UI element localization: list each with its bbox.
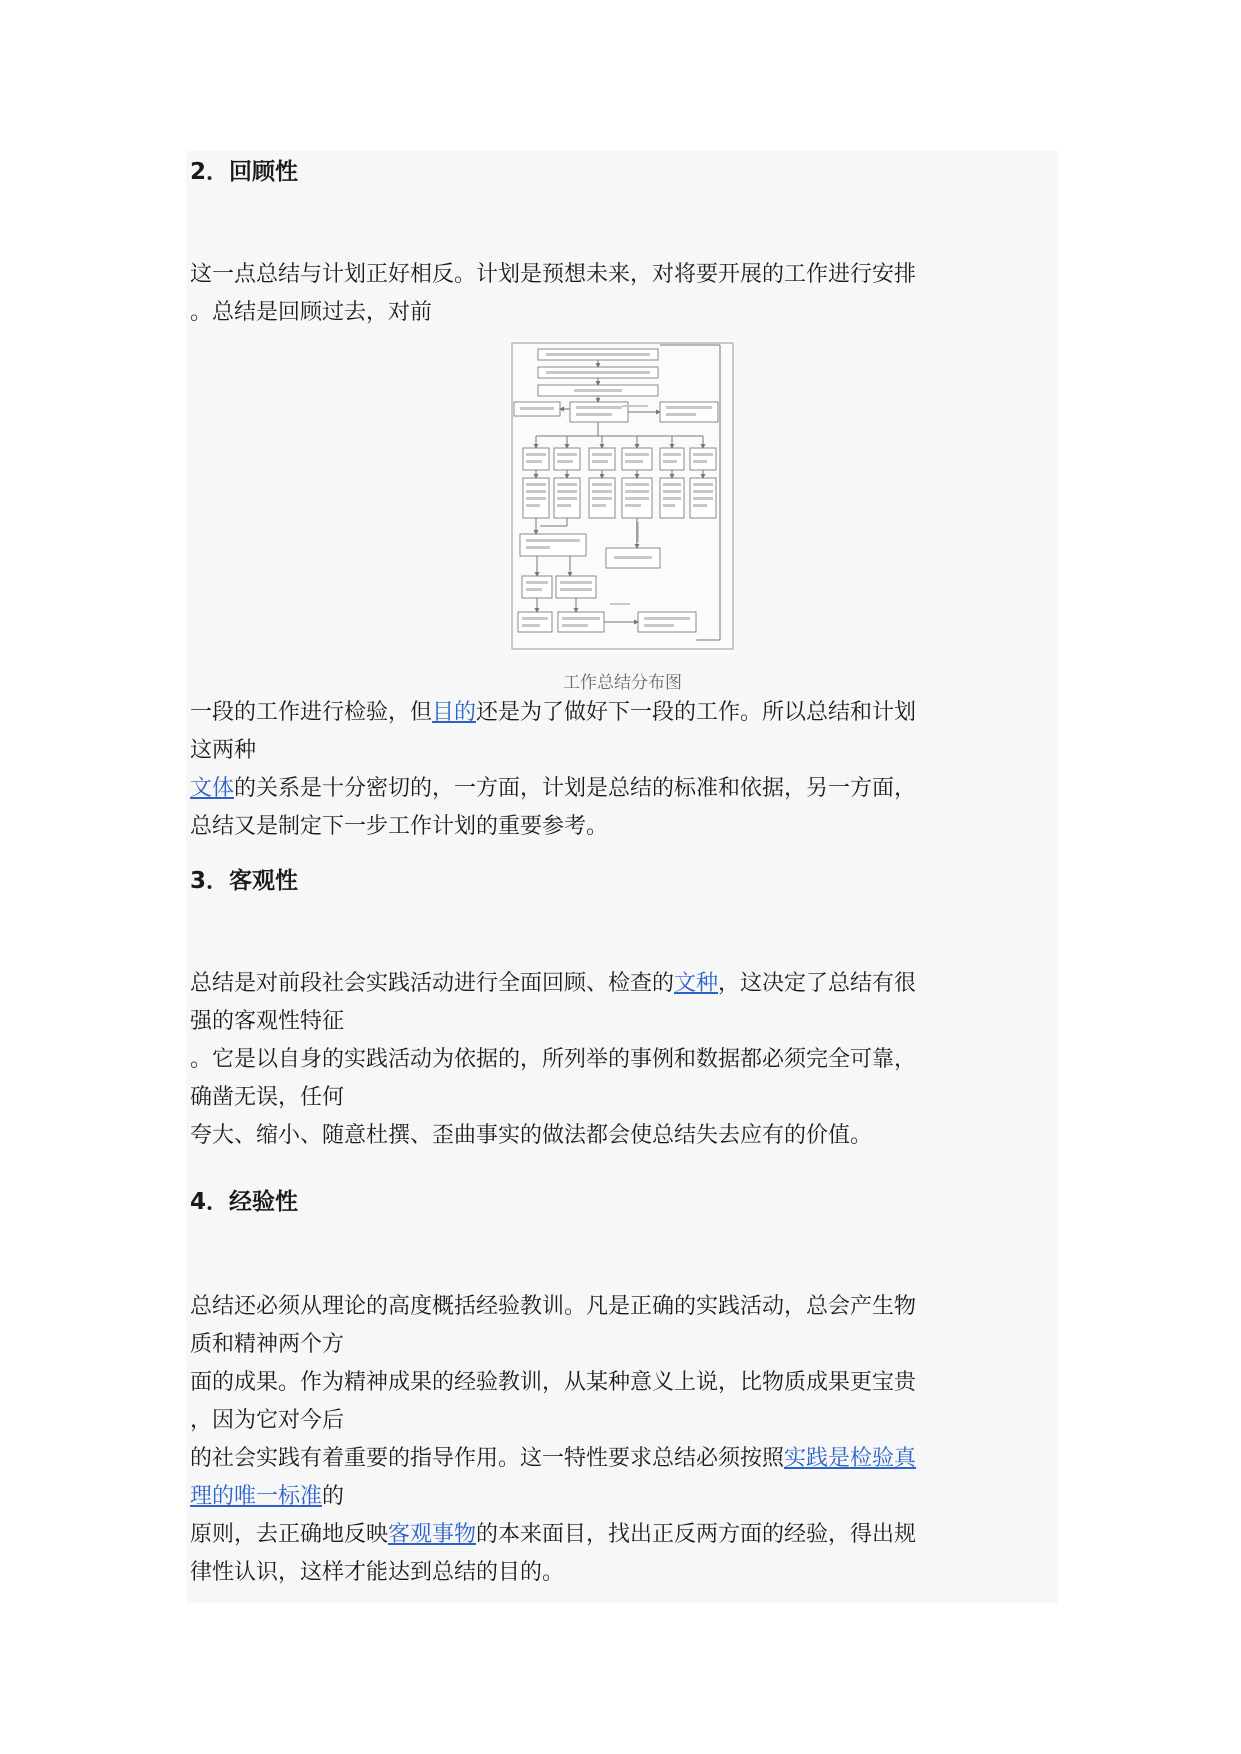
text-segment: 的社会实践有着重要的指导作用。这一特性要求总结必须按照 <box>190 1446 785 1471</box>
text-line: 这一点总结与计划正好相反。计划是预想未来，对将要开展的工作进行安排 <box>190 262 917 287</box>
text-segment: 一段的工作进行检验，但 <box>190 700 433 725</box>
section-heading-objectivity: 3．客观性 <box>190 868 299 894</box>
text-line: 律性认识，这样才能达到总结的目的。 <box>190 1560 565 1585</box>
section-heading-experience: 4．经验性 <box>190 1189 299 1215</box>
text-line: 确凿无误，任何 <box>190 1085 345 1110</box>
text-line: ，因为它对今后 <box>190 1408 345 1433</box>
text-line <box>190 1440 1046 1478</box>
text-line: 夸大、缩小、随意杜撰、歪曲事实的做法都会使总结失去应有的价值。 <box>190 1123 873 1148</box>
text-segment: ，这决定了总结有很 <box>718 971 917 996</box>
link-document-type[interactable]: 文种 <box>674 971 719 996</box>
text-line: 这两种 <box>190 738 257 763</box>
text-line: 强的客观性特征 <box>190 1009 345 1034</box>
link-practice-criterion-cont[interactable]: 理的唯一标准 <box>190 1484 323 1509</box>
text-line <box>190 770 1046 808</box>
text-line: 。总结是回顾过去，对前 <box>190 300 433 325</box>
paragraph-objectivity <box>190 965 1046 1155</box>
text-line: 质和精神两个方 <box>190 1332 345 1357</box>
paragraph-retrospective-body <box>190 694 1046 846</box>
section-heading-retrospective: 2．回顾性 <box>190 159 299 185</box>
text-line: 面的成果。作为精神成果的经验教训，从某种意义上说，比物质成果更宝贵 <box>190 1370 917 1395</box>
text-segment: 总结是对前段社会实践活动进行全面回顾、检查的 <box>190 971 675 996</box>
text-line: 总结还必须从理论的高度概括经验教训。凡是正确的实践活动，总会产生物 <box>190 1294 917 1319</box>
text-line <box>190 694 1046 732</box>
text-segment: 还是为了做好下一段的工作。所以总结和计划 <box>476 700 917 725</box>
flowchart-figure <box>510 340 735 653</box>
text-segment: 的本来面目，找出正反两方面的经验，得出规 <box>476 1522 917 1547</box>
paragraph-experience <box>190 1288 1046 1592</box>
text-line <box>190 1516 1046 1554</box>
flowchart-diagram <box>510 340 735 653</box>
text-segment: 的 <box>322 1484 345 1509</box>
paragraph-retrospective-intro <box>190 256 1046 332</box>
text-segment: 原则，去正确地反映 <box>190 1522 389 1547</box>
figure-caption: 工作总结分布图 <box>563 673 682 693</box>
link-objective-things[interactable]: 客观事物 <box>388 1522 477 1547</box>
text-line: 。它是以自身的实践活动为依据的，所列举的事例和数据都必须完全可靠， <box>190 1047 917 1072</box>
link-practice-criterion[interactable]: 实践是检验真 <box>784 1446 917 1471</box>
text-segment: 的关系是十分密切的，一方面，计划是总结的标准和依据，另一方面， <box>234 776 917 801</box>
link-purpose[interactable]: 目的 <box>432 700 477 725</box>
text-line: 总结又是制定下一步工作计划的重要参考。 <box>190 814 609 839</box>
link-writing-style[interactable]: 文体 <box>190 776 235 801</box>
text-line <box>190 1478 1046 1516</box>
text-line <box>190 965 1046 1003</box>
